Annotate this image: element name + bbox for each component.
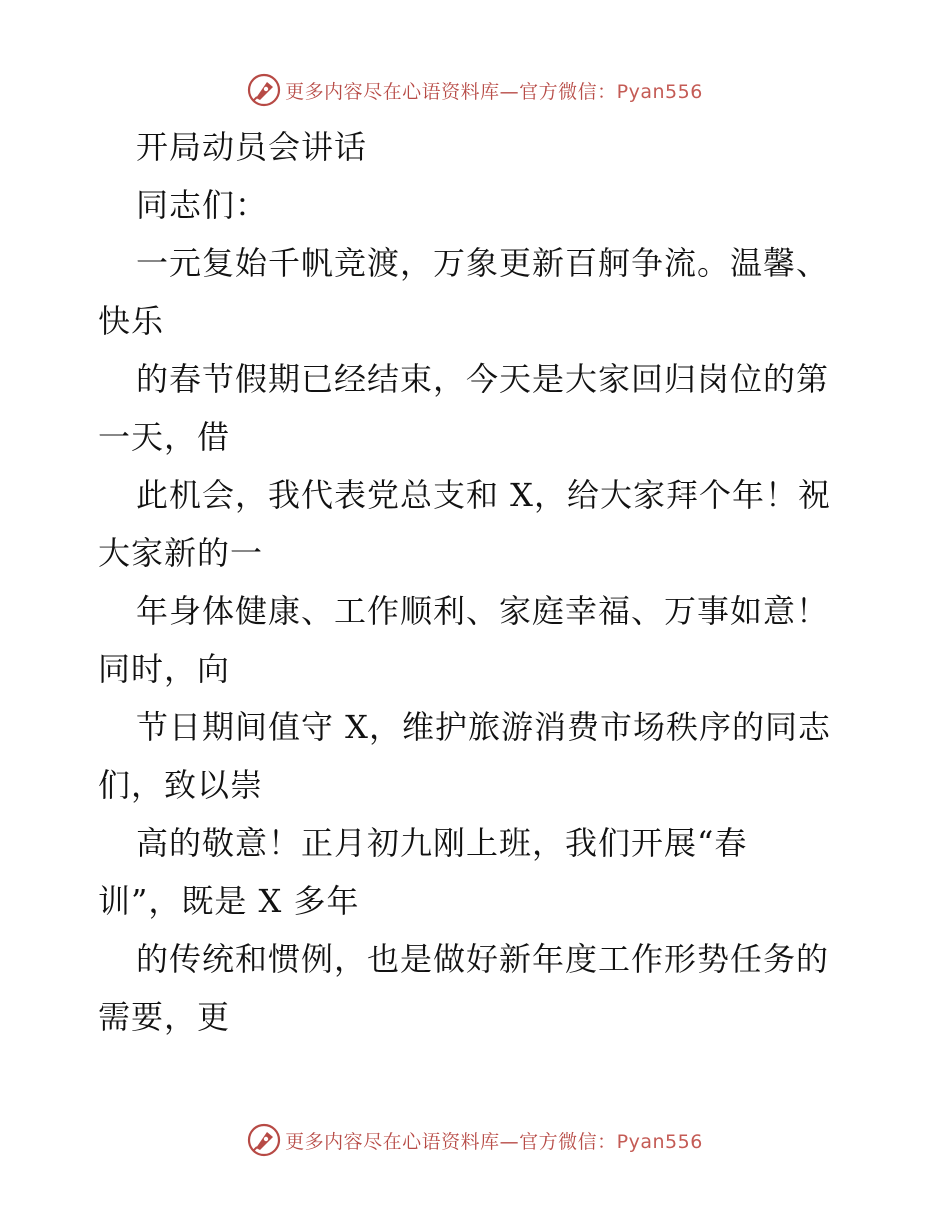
watermark-caption: 更多内容尽在心语资料库—官方微信： (285, 1130, 617, 1153)
watermark-wechat-id: Pyan556 (616, 80, 703, 103)
paragraph-line: 们，致以崇 (98, 766, 264, 804)
watermark-text (285, 77, 703, 104)
paragraph-line: 一天，借 (98, 418, 231, 456)
watermark-text (285, 1127, 703, 1154)
watermark-caption: 更多内容尽在心语资料库—官方微信： (285, 80, 617, 103)
paragraph-line: 的春节假期已经结束，今天是大家回归岗位的第 (136, 360, 830, 398)
paragraph-line: 一元复始千帆竞渡，万象更新百舸争流。温馨、 (136, 244, 830, 282)
paragraph-line: 大家新的一 (98, 534, 264, 572)
paragraph-line: 高的敬意！正月初九刚上班，我们开展“春 (136, 824, 748, 862)
paragraph-line: 此机会，我代表党总支和 X，给大家拜个年！祝 (136, 476, 831, 514)
paragraph-line: 同时，向 (98, 650, 231, 688)
header-watermark (0, 70, 950, 110)
document-body (98, 118, 858, 1046)
paragraph-line: 节日期间值守 X，维护旅游消费市场秩序的同志 (136, 708, 831, 746)
pen-nib-logo-icon (247, 1123, 281, 1157)
paragraph-line: 同志们： (136, 186, 269, 224)
watermark-wechat-id: Pyan556 (616, 1130, 703, 1153)
paragraph-line: 的传统和惯例，也是做好新年度工作形势任务的 (136, 940, 830, 978)
footer-watermark (0, 1120, 950, 1160)
pen-nib-logo-icon (247, 73, 281, 107)
paragraph-line: 训”，既是 X 多年 (98, 882, 360, 920)
paragraph-line: 需要，更 (98, 998, 231, 1036)
paragraph-line: 开局动员会讲话 (136, 128, 368, 166)
paragraph-line: 快乐 (98, 302, 165, 340)
paragraph-line: 年身体健康、工作顺利、家庭幸福、万事如意！ (136, 592, 830, 630)
